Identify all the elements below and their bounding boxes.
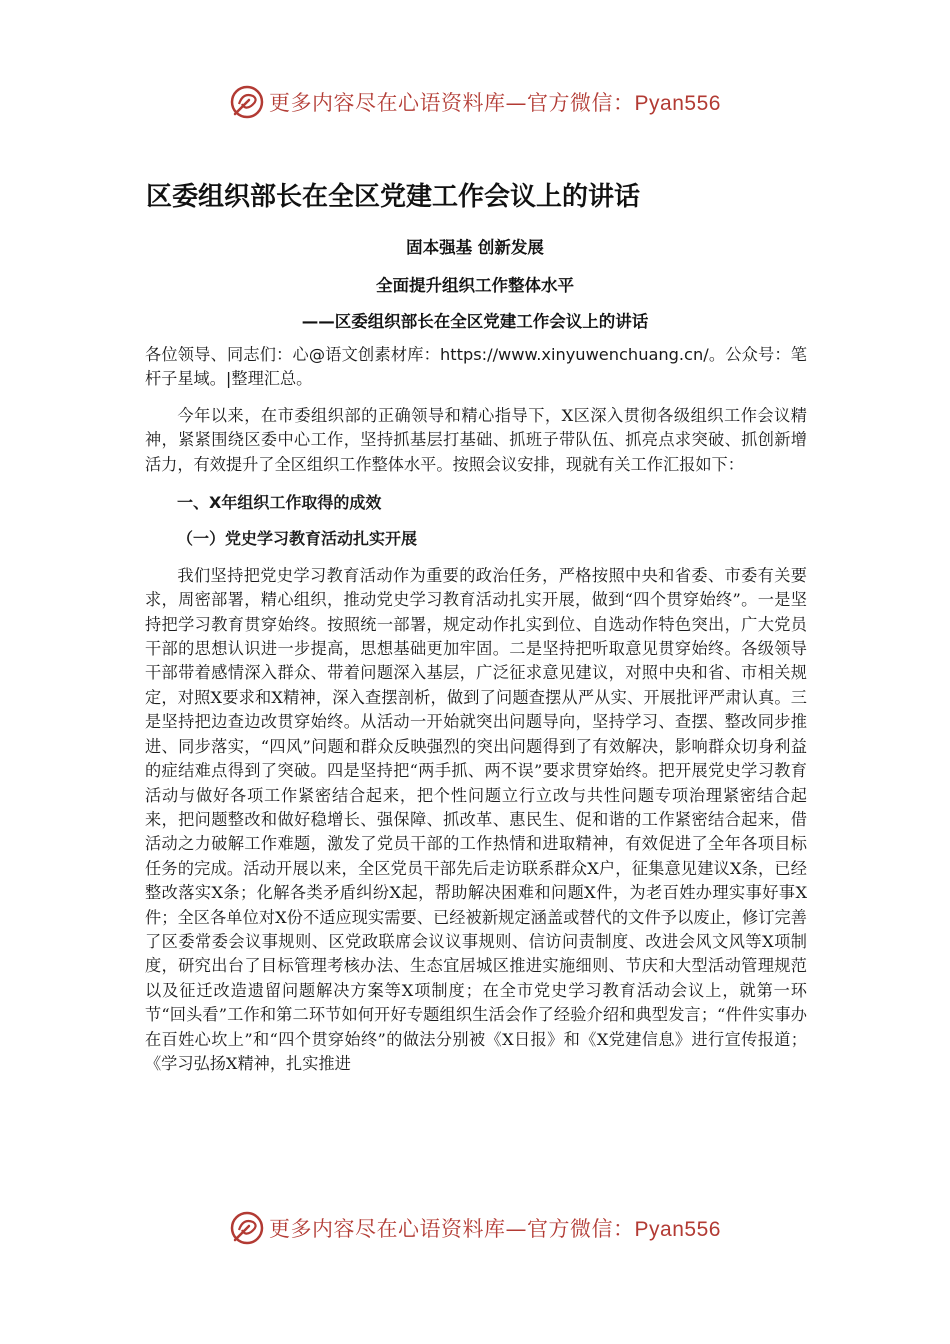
- watermark-banner-bottom: [0, 1208, 950, 1248]
- subsection-heading: （一）党史学习教育活动扎实开展: [177, 529, 418, 549]
- section-heading: 一、X年组织工作取得的成效: [177, 493, 382, 513]
- intro-paragraph: 今年以来，在市委组织部的正确领导和精心指导下，X区深入贯彻各级组织工作会议精神，紧紧围绕区委中心工作，坚持抓基层打基础、抓班子带队伍、抓亮点求突破、抓创新增活力，有效提升了全区组织工作整体水平。按照会议安排，现就有关工作汇报如下：: [145, 405, 807, 474]
- wechat-id: Pyan556: [634, 92, 721, 115]
- watermark-text: 更多内容尽在心语资料库—官方微信：Pyan556: [269, 91, 721, 115]
- document-body: [145, 343, 807, 1076]
- greeting-paragraph: 各位领导、同志们：心@语文创素材库：https://www.xinyuwenchuang.cn/。公众号：笔杆子星域。|整理汇总。: [145, 345, 807, 389]
- subtitle-line-3: ——区委组织部长在全区党建工作会议上的讲话: [301, 312, 649, 331]
- subtitle-line-1: 固本强基 创新发展: [406, 238, 544, 257]
- document-title: 区委组织部长在全区党建工作会议上的讲话: [146, 182, 641, 212]
- body-paragraph: 我们坚持把党史学习教育活动作为重要的政治任务，严格按照中央和省委、市委有关要求，周密部署，精心组织，推动党史学习教育活动扎实开展，做到“四个贯穿始终”。一是坚持把学习教育贯穿始终。按照统一部署，规定动作扎实到位、自选动作特色突出，广大党员干部的思想认识进一步提高，思想基础更加牢固。二是坚持把听取意见贯穿始终。各级领导干部带着感情深入群众、带着问题深入基层，广泛征求意见建议，对照中央和省、市相关规定，对照X要求和X精神，深入查摆剖析，做到了问题查摆从严从实、开展批评严肃认真。三是坚持把边查边改贯穿始终。从活动一开始就突出问题导向，坚持学习、查摆、整改同步推进、同步落实，“四风”问题和群众反映强烈的突出问题得到了有效解决，影响群众切身利益的症结难点得到了突破。四是坚持把“两手抓、两不误”要求贯穿始终。把开展党史学习教育活动与做好各项工作紧密结合起来，把个性问题立行立改与共性问题专项治理紧密结合起来，把问题整改和做好稳增长、强保障、抓改革、惠民生、促和谐的工作紧密结合起来，借活动之力破解工作难题，激发了党员干部的工作热情和进取精神，有效促进了全年各项目标任务的完成。活动开展以来，全区党员干部先后走访联系群众X户，征集意见建议X条，已经整改落实X条；化解各类矛盾纠纷X起，帮助解决困难和问题X件，为老百姓办理实事好事X件；全区各单位对X份不适应现实需要、已经被新规定涵盖或替代的文件予以废止，修订完善了区委常委会议事规则、区党政联席会议议事规则、信访问责制度、改进会风文风等X项制度，研究出台了目标管理考核办法、生态宜居城区推进实施细则、节庆和大型活动管理规范以及征迁改造遗留问题解决方案等X项制度；在全市党史学习教育活动会议上，就第一环节“回头看”工作和第二环节如何开好专题组织生活会作了经验介绍和典型发言；“件件实事办在百姓心坎上”和“四个贯穿始终”的做法分别被《X日报》和《X党建信息》进行宣传报道；《学习弘扬X精神，扎实推进: [145, 565, 807, 1073]
- swirl-seal-icon: [229, 84, 265, 120]
- wechat-id: Pyan556: [634, 1218, 721, 1241]
- watermark-banner-top: [0, 82, 950, 122]
- subtitle-line-2: 全面提升组织工作整体水平: [376, 276, 574, 295]
- watermark-text: 更多内容尽在心语资料库—官方微信：Pyan556: [269, 1217, 721, 1241]
- swirl-seal-icon: [229, 1210, 265, 1246]
